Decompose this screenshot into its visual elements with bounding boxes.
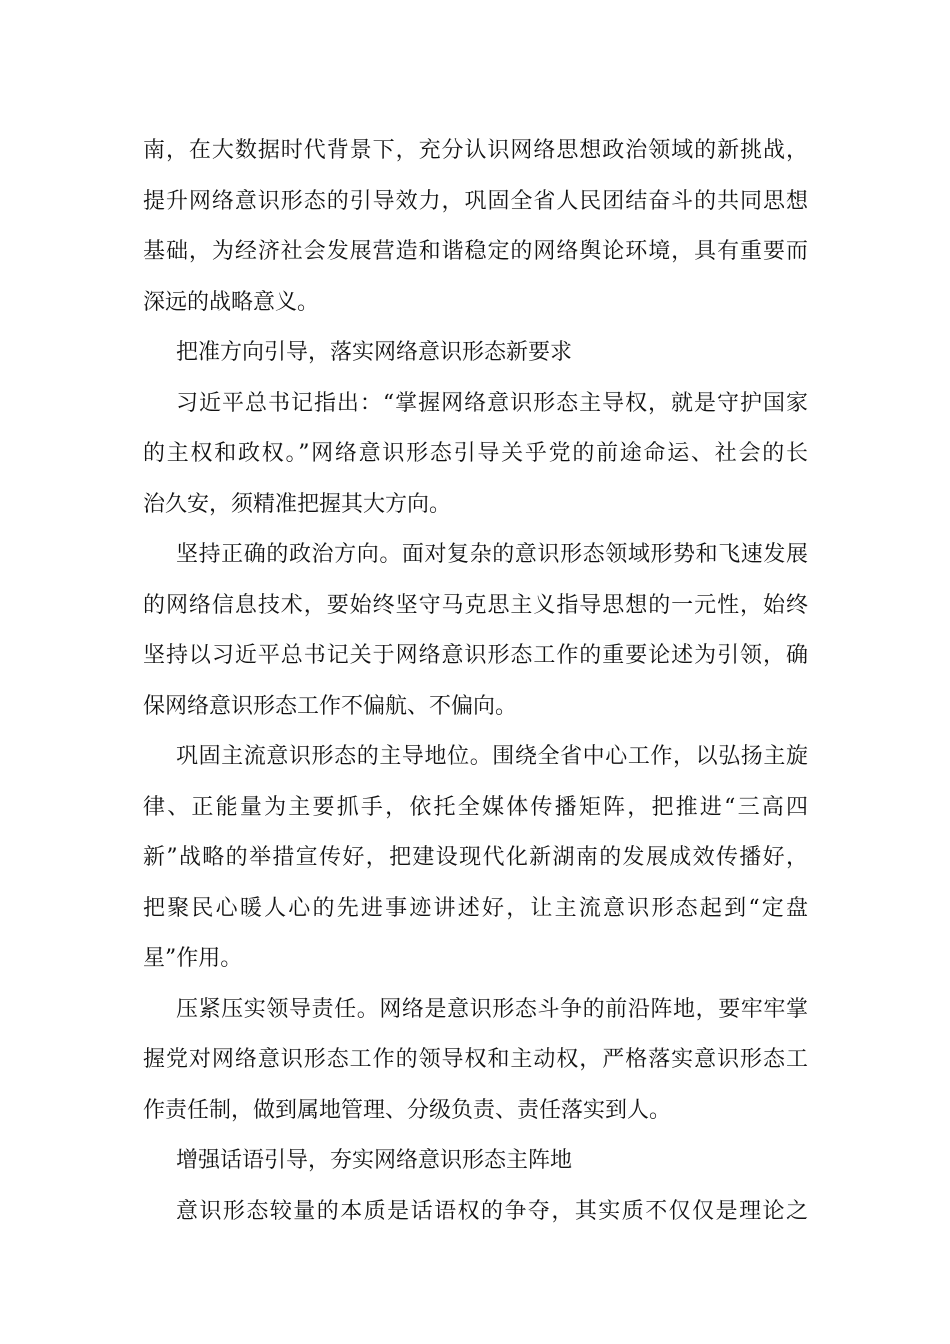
paragraph-first-line: 压紧压实领导责任。网络是意识形态斗争的前沿阵地，要牢牢掌 <box>176 996 808 1022</box>
paragraph-line: 把聚民心暖人心的先进事迹讲述好，让主流意识形态起到“定盘 <box>143 895 808 921</box>
paragraph-line: 星”作用。 <box>143 946 243 971</box>
paragraph-line: 律、正能量为主要抓手，依托全媒体传播矩阵，把推进“三高四 <box>143 794 808 820</box>
paragraph-first-line: 习近平总书记指出：“掌握网络意识形态主导权，就是守护国家 <box>176 390 808 416</box>
paragraph-line: 坚持以习近平总书记关于网络意识形态工作的重要论述为引领，确 <box>143 643 808 668</box>
paragraph-first-line: 增强话语引导，夯实网络意识形态主阵地 <box>176 1148 573 1173</box>
paragraph-line: 新”战略的举措宣传好，把建设现代化新湖南的发展成效传播好， <box>143 845 808 870</box>
paragraph-first-line: 意识形态较量的本质是话语权的争夺，其实质不仅仅是理论之 <box>176 1198 808 1224</box>
paragraph-first-line: 巩固主流意识形态的主导地位。围绕全省中心工作，以弘扬主旋 <box>176 744 808 769</box>
paragraph-line: 提升网络意识形态的引导效力，巩固全省人民团结奋斗的共同思想 <box>143 188 808 214</box>
paragraph-line: 握党对网络意识形态工作的领导权和主动权，严格落实意识形态工 <box>143 1047 808 1072</box>
paragraph-line: 的主权和政权。”网络意识形态引导关乎党的前途命运、社会的长 <box>143 441 808 466</box>
paragraph-first-line: 坚持正确的政治方向。面对复杂的意识形态领域形势和飞速发展 <box>176 542 808 567</box>
paragraph-line: 南，在大数据时代背景下，充分认识网络思想政治领域的新挑战， <box>143 138 808 163</box>
paragraph-line: 基础，为经济社会发展营造和谐稳定的网络舆论环境，具有重要而 <box>143 239 808 264</box>
paragraph-line: 深远的战略意义。 <box>143 289 320 315</box>
paragraph-first-line: 把准方向引导，落实网络意识形态新要求 <box>176 340 573 365</box>
document-body <box>143 126 808 1237</box>
paragraph-line: 治久安，须精准把握其大方向。 <box>143 491 452 517</box>
paragraph-line: 作责任制，做到属地管理、分级负责、责任落实到人。 <box>143 1097 672 1123</box>
paragraph-line: 的网络信息技术，要始终坚守马克思主义指导思想的一元性，始终 <box>143 592 808 618</box>
paragraph-line: 保网络意识形态工作不偏航、不偏向。 <box>143 693 518 719</box>
